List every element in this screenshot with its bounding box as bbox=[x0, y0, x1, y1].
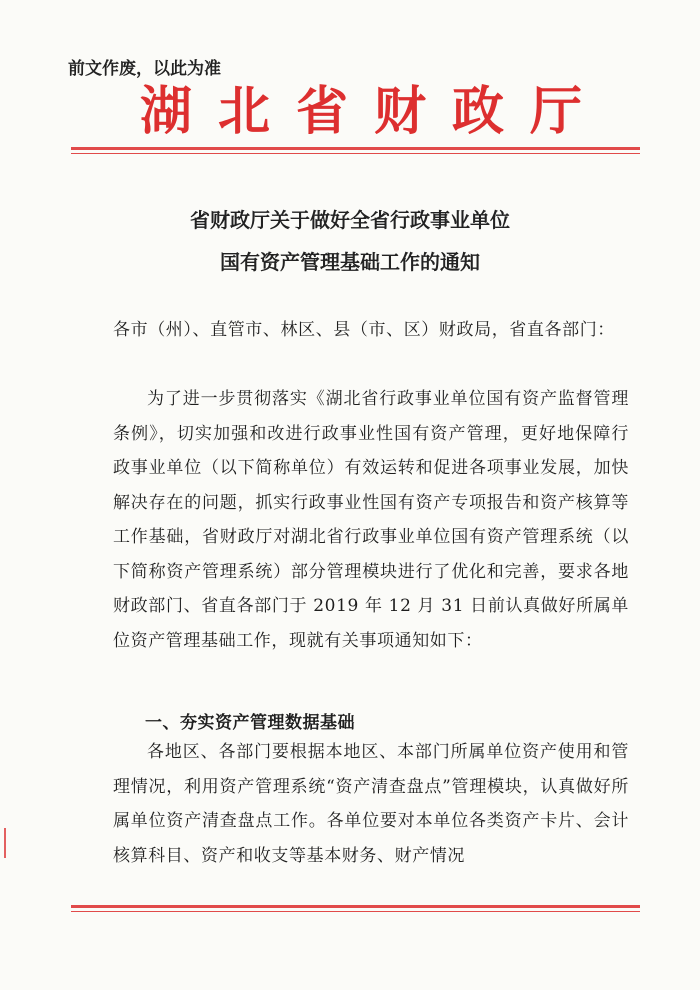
supersede-note: 前文作废，以此为准 bbox=[68, 59, 221, 79]
bottom-red-rule-thin bbox=[71, 911, 640, 912]
document-title-line2: 国有资产管理基础工作的通知 bbox=[220, 250, 480, 274]
top-red-rule-thin bbox=[71, 153, 640, 154]
body-paragraph-1: 为了进一步贯彻落实《湖北省行政事业单位国有资产监督管理条例》，切实加强和改进行政事业性国有资产管理，更好地保障行政事业单位（以下简称单位）有效运转和促进各项事业发展，加快解决存在的问题，抓实行政事业性国有资产专项报告和资产核算等工作基础，省财政厅对湖北省行政事业单位国有资产管理系统（以下简称资产管理系统）部分管理模块进行了优化和完善，要求各地财政部门、省直各部门于 2019 年 12 月 31 日前认真做好所属单位资产管理基础工作，现就有关事项通知如下： bbox=[113, 389, 629, 651]
addressee: 各市（州）、直管市、林区、县（市、区）财政局，省直各部门： bbox=[113, 320, 615, 340]
body-paragraph-2: 各地区、各部门要根据本地区、本部门所属单位资产使用和管理情况，利用资产管理系统“资产清查盘点”管理模块，认真做好所属单位资产清查盘点工作。各单位要对本单位各类资产卡片、会计核算科目、资产和收支等基本财务、财产情况 bbox=[113, 742, 629, 866]
masthead: 湖北省财政厅 bbox=[140, 82, 609, 142]
bottom-red-rule bbox=[71, 905, 640, 908]
top-red-rule bbox=[71, 147, 640, 150]
document-title-line1: 省财政厅关于做好全省行政事业单位 bbox=[190, 208, 510, 232]
edge-mark bbox=[4, 828, 6, 858]
section-heading-1: 一、夯实资产管理数据基础 bbox=[145, 713, 355, 733]
